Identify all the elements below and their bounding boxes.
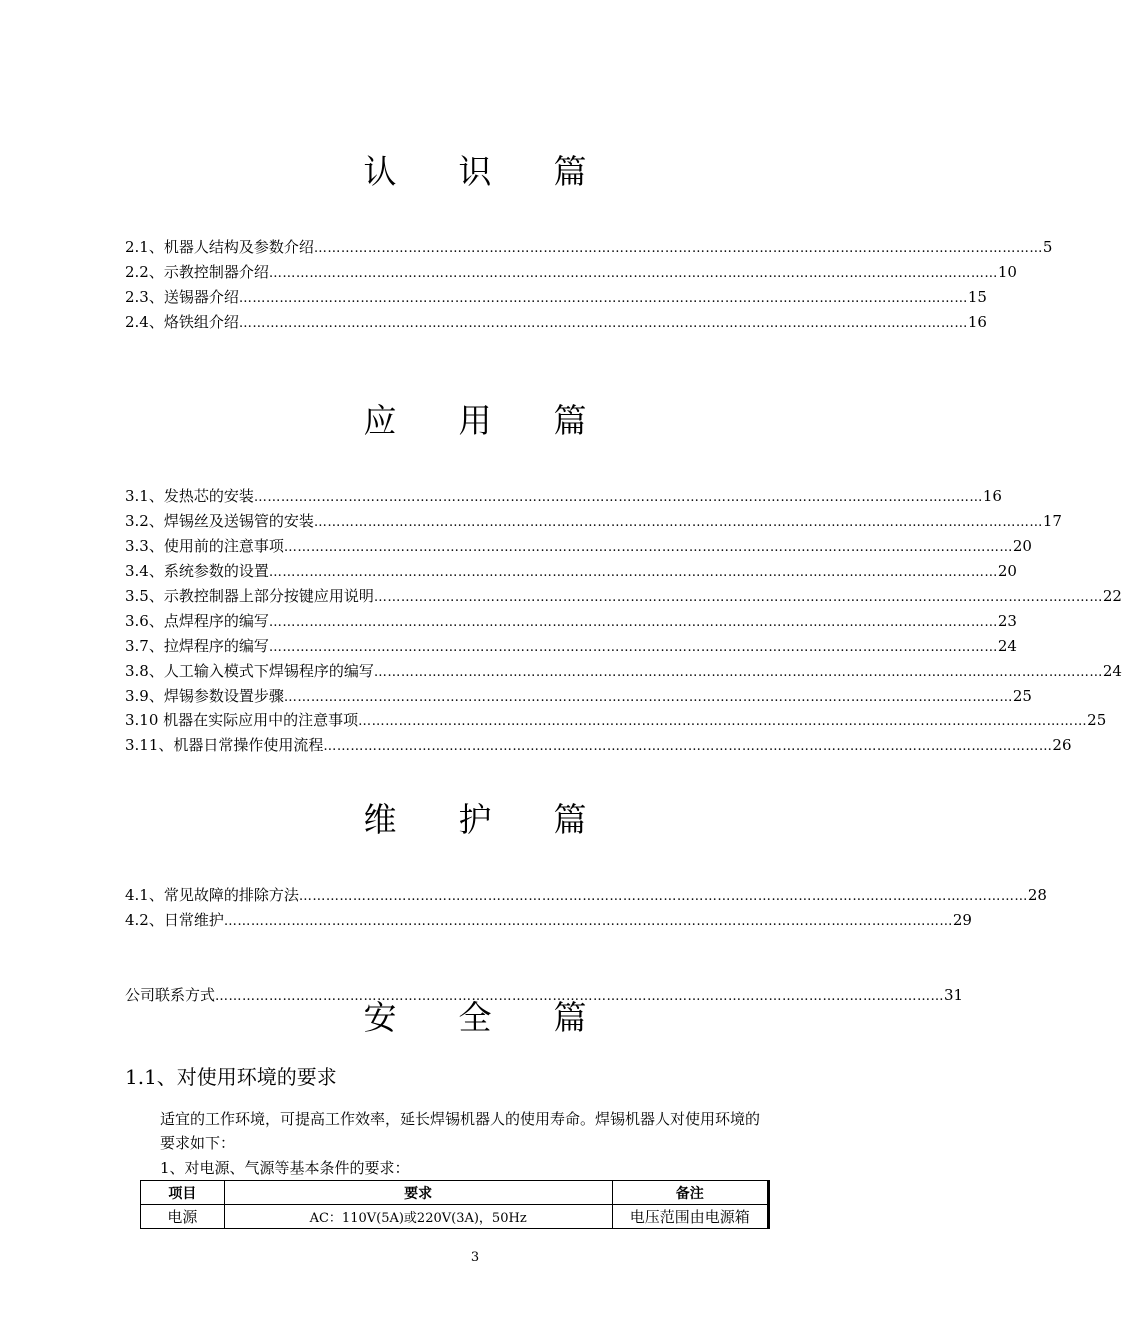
toc-entry[interactable] xyxy=(125,909,972,931)
intro-paragraph xyxy=(160,1107,850,1155)
toc-page: 10 xyxy=(997,263,1017,281)
toc-page: 23 xyxy=(997,612,1017,630)
toc-label: 公司联系方式 xyxy=(125,986,216,1004)
toc-entry[interactable] xyxy=(125,286,987,308)
toc-entry[interactable] xyxy=(125,261,1017,283)
toc-label: 3.8、人工输入模式下焊锡程序的编写 xyxy=(125,662,374,680)
toc-label: 3.6、点焊程序的编写 xyxy=(125,612,269,630)
toc-page: 24 xyxy=(1102,662,1122,680)
toc-entry[interactable] xyxy=(125,660,1122,682)
toc-leader: ……………………………………………………………………………………………………………………………………………… xyxy=(283,690,1013,705)
toc-page: 25 xyxy=(1087,711,1107,729)
section-title-char: 用 xyxy=(458,401,492,440)
section-title-maintain xyxy=(0,800,950,840)
toc-label: 2.4、烙铁组介绍 xyxy=(125,313,239,331)
toc-entry[interactable] xyxy=(125,685,1032,707)
toc-leader: ……………………………………………………………………………………………………………………………………………… xyxy=(238,316,968,331)
sub-heading: 1、对电源、气源等基本条件的要求： xyxy=(160,1159,410,1177)
toc-page: 5 xyxy=(1042,238,1053,256)
toc-leader: ……………………………………………………………………………………………………………………………………………… xyxy=(253,490,983,505)
section-title-safety xyxy=(0,998,950,1038)
toc-leader: ……………………………………………………………………………………………………………………………………………… xyxy=(323,739,1053,754)
table-cell: AC：110V(5A)或220V(3A)，50Hz xyxy=(224,1205,612,1229)
toc-page: 22 xyxy=(1102,587,1122,605)
toc-leader: ……………………………………………………………………………………………………………………………………………… xyxy=(268,266,998,281)
section-title-char: 篇 xyxy=(553,800,587,839)
toc-leader: ……………………………………………………………………………………………………………………………………………… xyxy=(238,291,968,306)
toc-entry[interactable] xyxy=(125,709,1107,731)
toc-label: 2.3、送锡器介绍 xyxy=(125,288,239,306)
toc-label: 3.4、系统参数的设置 xyxy=(125,562,269,580)
toc-label: 3.2、焊锡丝及送锡管的安装 xyxy=(125,512,314,530)
toc-page: 20 xyxy=(1012,537,1032,555)
toc-entry[interactable] xyxy=(125,635,1017,657)
toc-label: 2.2、示教控制器介绍 xyxy=(125,263,269,281)
section-title-char: 维 xyxy=(363,800,397,839)
toc-entry[interactable] xyxy=(125,585,1122,607)
toc-label: 3.7、拉焊程序的编写 xyxy=(125,637,269,655)
toc-page: 29 xyxy=(952,911,972,929)
toc-label: 3.9、焊锡参数设置步骤 xyxy=(125,687,284,705)
toc-entry[interactable] xyxy=(125,734,1072,756)
section-title-char: 篇 xyxy=(553,401,587,440)
section-title-char: 识 xyxy=(458,152,492,191)
toc-leader: ……………………………………………………………………………………………………………………………………………… xyxy=(313,515,1043,530)
section-title-char: 全 xyxy=(458,998,492,1037)
toc-entry[interactable] xyxy=(125,236,1053,258)
toc-entry[interactable] xyxy=(125,311,987,333)
toc-leader: ……………………………………………………………………………………………………………………………………………… xyxy=(283,540,1013,555)
table-header-row xyxy=(141,1181,769,1205)
toc-leader: ……………………………………………………………………………………………………………………………………………… xyxy=(268,640,998,655)
toc-page: 26 xyxy=(1052,736,1072,754)
section-title-recognize xyxy=(0,152,950,192)
toc-leader: ……………………………………………………………………………………………………………………………………………… xyxy=(298,889,1028,904)
toc-label: 3.10 机器在实际应用中的注意事项 xyxy=(125,711,359,729)
table-header-cell: 项目 xyxy=(141,1181,225,1205)
toc-entry[interactable] xyxy=(125,535,1032,557)
section-heading: 1.1、对使用环境的要求 xyxy=(125,1065,337,1089)
intro-line: 要求如下： xyxy=(160,1134,236,1152)
toc-leader: ……………………………………………………………………………………………………………………………………………… xyxy=(373,665,1103,680)
toc-page: 25 xyxy=(1012,687,1032,705)
section-title-apply xyxy=(0,401,950,441)
toc-page: 28 xyxy=(1027,886,1047,904)
toc-page: 20 xyxy=(997,562,1017,580)
toc-leader: ……………………………………………………………………………………………………………………………………………… xyxy=(223,914,953,929)
requirements-table xyxy=(140,1180,770,1229)
toc-entry[interactable] xyxy=(125,884,1047,906)
toc-page: 31 xyxy=(944,986,964,1004)
toc-label: 4.2、日常维护 xyxy=(125,911,224,929)
toc-label: 3.11、机器日常操作使用流程 xyxy=(125,736,324,754)
table-header-cell: 备注 xyxy=(612,1181,768,1205)
toc-leader: ……………………………………………………………………………………………………………………………………………… xyxy=(215,989,945,1004)
section-title-char: 应 xyxy=(363,401,397,440)
section-title-char: 安 xyxy=(363,998,397,1037)
section-title-char: 护 xyxy=(458,800,492,839)
toc-leader: ……………………………………………………………………………………………………………………………………………… xyxy=(268,615,998,630)
table-header-cell: 要求 xyxy=(224,1181,612,1205)
toc-leader: ……………………………………………………………………………………………………………………………………………… xyxy=(313,241,1043,256)
toc-entry[interactable] xyxy=(125,560,1017,582)
section-title-char: 认 xyxy=(363,152,397,191)
toc-entry[interactable] xyxy=(125,610,1017,632)
table-cell: 电压范围由电源箱 xyxy=(612,1205,768,1229)
toc-entry[interactable] xyxy=(125,485,1002,507)
toc-label: 2.1、机器人结构及参数介绍 xyxy=(125,238,314,256)
toc-page: 16 xyxy=(967,313,987,331)
page-number: 3 xyxy=(470,1250,480,1265)
toc-entry[interactable] xyxy=(125,510,1062,532)
toc-leader: ……………………………………………………………………………………………………………………………………………… xyxy=(373,590,1103,605)
toc-label: 3.1、发热芯的安装 xyxy=(125,487,254,505)
table-row xyxy=(141,1205,769,1229)
section-title-char: 篇 xyxy=(553,998,587,1037)
toc-page: 17 xyxy=(1042,512,1062,530)
intro-line: 适宜的工作环境，可提高工作效率，延长焊锡机器人的使用寿命。焊锡机器人对使用环境的 xyxy=(160,1110,761,1128)
toc-page: 16 xyxy=(982,487,1002,505)
table-cell: 电源 xyxy=(141,1205,225,1229)
toc-label: 4.1、常见故障的排除方法 xyxy=(125,886,299,904)
toc-leader: ……………………………………………………………………………………………………………………………………………… xyxy=(268,565,998,580)
toc-label: 3.5、示教控制器上部分按键应用说明 xyxy=(125,587,374,605)
toc-page: 24 xyxy=(997,637,1017,655)
toc-page: 15 xyxy=(967,288,987,306)
toc-label: 3.3、使用前的注意事项 xyxy=(125,537,284,555)
section-title-char: 篇 xyxy=(553,152,587,191)
toc-leader: ……………………………………………………………………………………………………………………………………………… xyxy=(358,714,1088,729)
